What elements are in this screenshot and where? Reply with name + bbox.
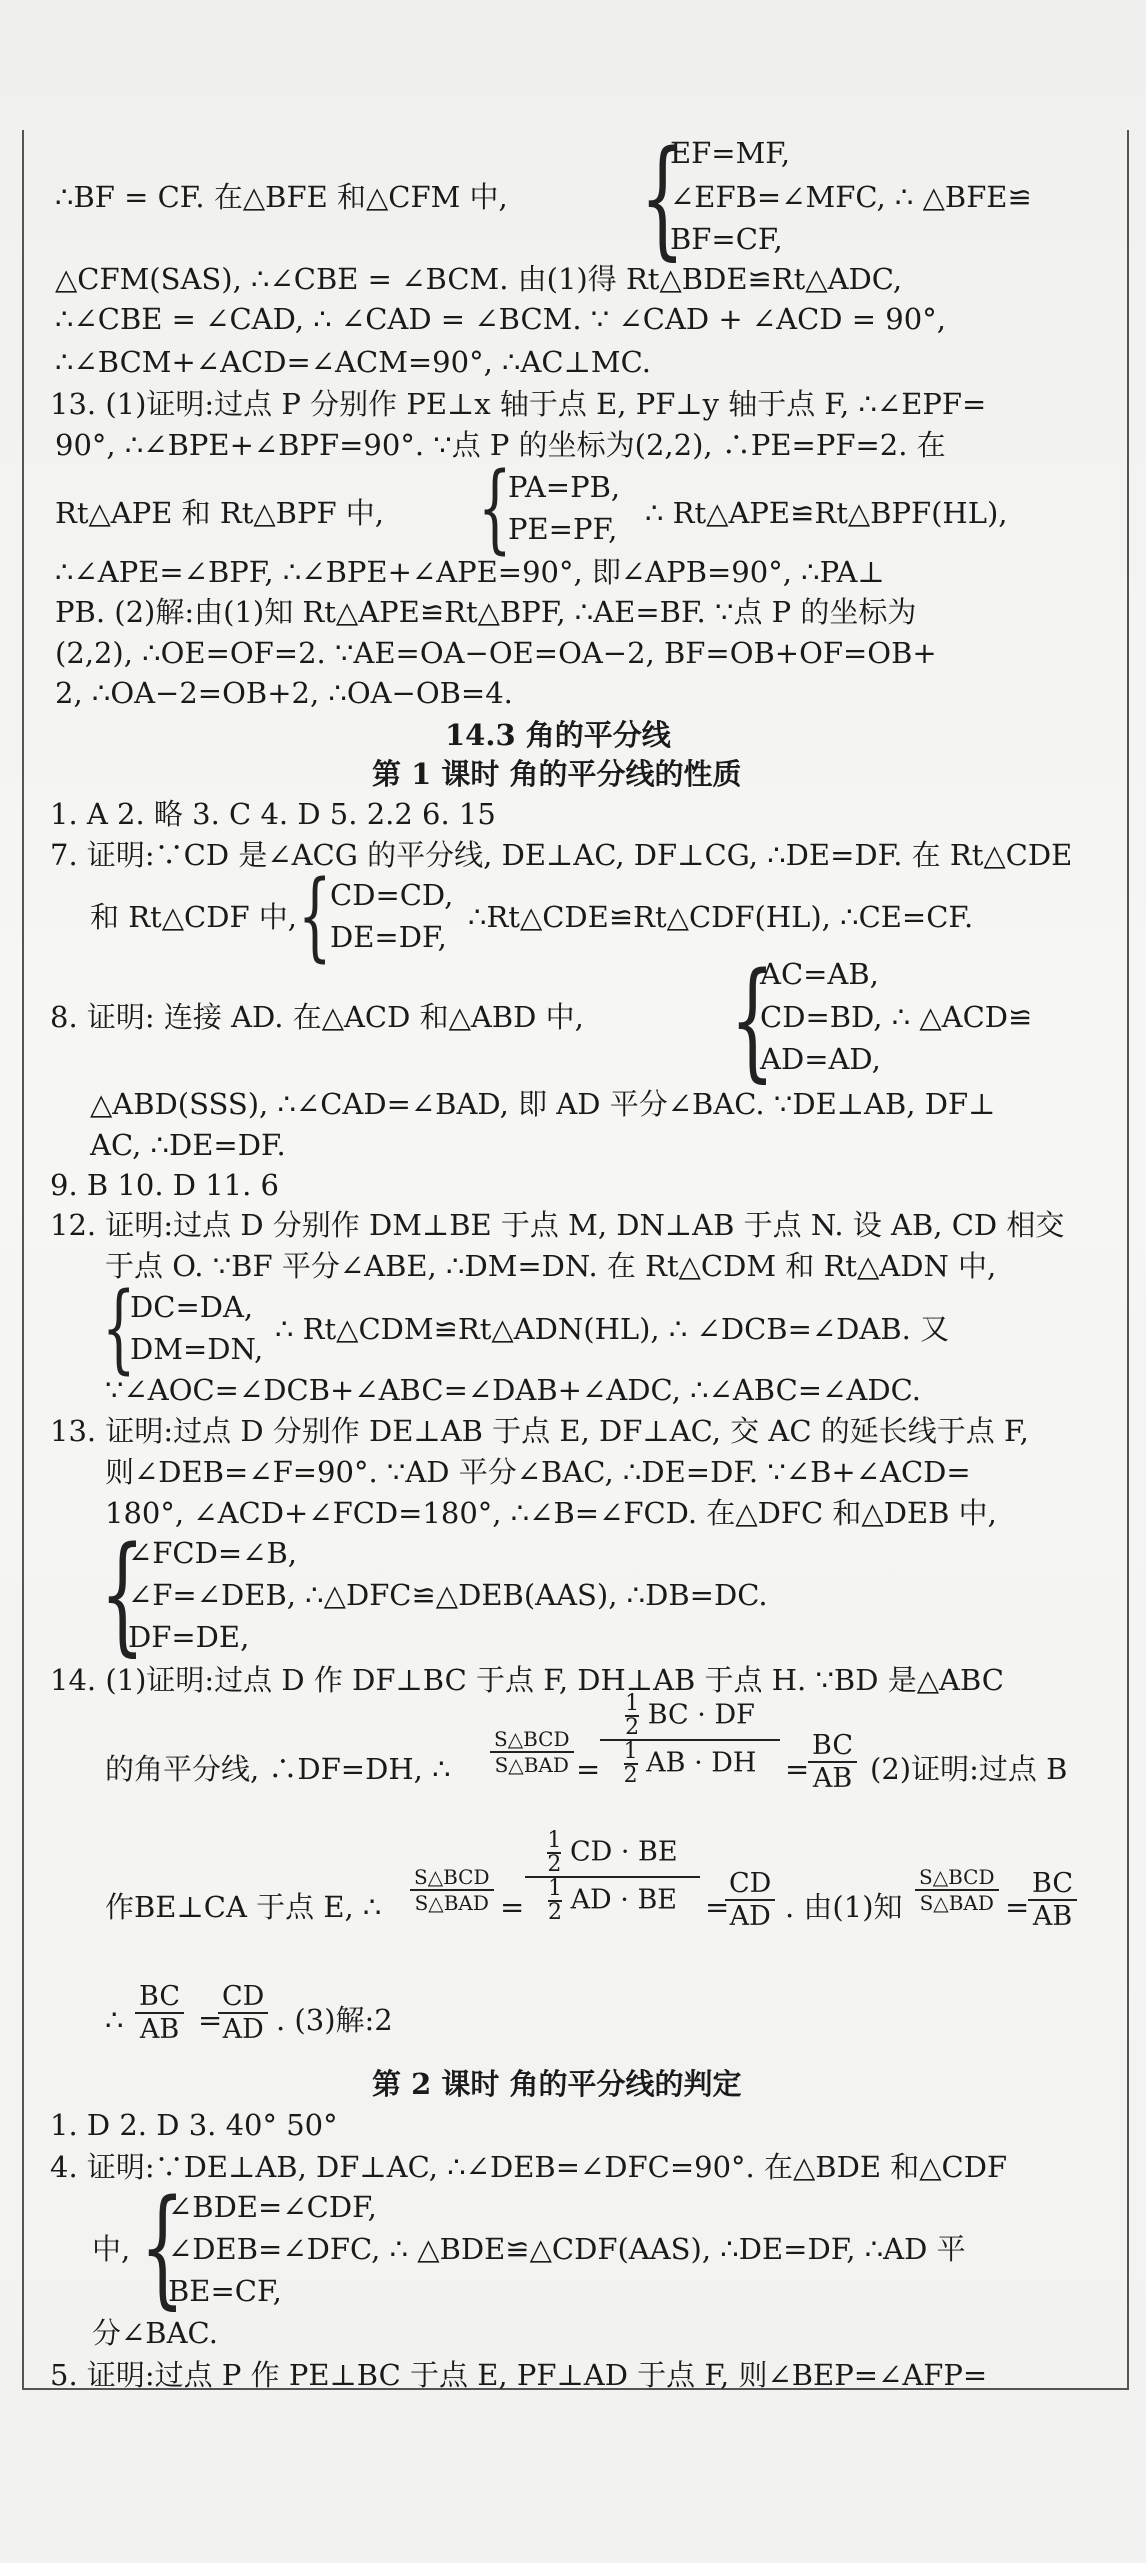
- text-line: ∠F=∠DEB, ∴△DFC≌△DEB(AAS), ∴DB=DC.: [128, 1578, 768, 1612]
- brace: {: [140, 2173, 185, 2322]
- lesson-heading: 第 1 课时 角的平分线的性质: [372, 757, 742, 791]
- text-line: 分∠BAC.: [92, 2316, 218, 2350]
- numerator: BC: [808, 1730, 857, 1763]
- text-line: ∠BDE=∠CDF,: [168, 2190, 377, 2224]
- text-line: 1. D 2. D 3. 40° 50°: [50, 2108, 338, 2142]
- term: BC · DF: [647, 1699, 755, 1731]
- half-den: 2: [547, 1900, 562, 1925]
- text-line: AC=AB,: [760, 957, 879, 991]
- text-line: 9. B 10. D 11. 6: [50, 1168, 280, 1202]
- text-line: DE=DF,: [330, 920, 447, 954]
- left-border: [22, 130, 24, 2390]
- text-line: ∠FCD=∠B,: [128, 1536, 297, 1570]
- text-line: (2,2), ∴OE=OF=2. ∵AE=OA−OE=OA−2, BF=OB+OF=OB+: [55, 636, 937, 670]
- numerator: CD: [218, 1981, 268, 2014]
- text-line: 和 Rt△CDF 中,: [90, 900, 298, 934]
- equals-sign: =: [705, 1890, 730, 1924]
- term: AD · BE: [570, 1884, 678, 1916]
- half-num: 1: [625, 1691, 640, 1716]
- ratio: [1028, 1868, 1077, 1932]
- term: CD · BE: [569, 1836, 678, 1868]
- denominator: S△BAD: [414, 1891, 489, 1915]
- text-line: ∴∠CBE = ∠CAD, ∴ ∠CAD = ∠BCM. ∵ ∠CAD + ∠ACD = 90°,: [55, 302, 946, 336]
- ratio: [135, 1981, 184, 2045]
- lesson-heading: 第 2 课时 角的平分线的判定: [372, 2067, 742, 2101]
- half-num: 1: [547, 1828, 562, 1853]
- denominator: AD: [729, 1901, 771, 1932]
- half-den: 2: [547, 1852, 562, 1877]
- text-line: AC, ∴DE=DF.: [90, 1128, 286, 1162]
- denominator: AD: [222, 2014, 264, 2045]
- text-line: CD=BD, ∴ △ACD≌: [760, 1000, 1033, 1034]
- brace: {: [478, 452, 512, 564]
- text-line: DC=DA,: [130, 1290, 254, 1324]
- text-line: CD=CD,: [330, 878, 454, 912]
- area-ratio: [490, 1727, 574, 1777]
- equals-sign: =: [1005, 1890, 1030, 1924]
- right-border: [1127, 130, 1129, 2390]
- text-line: ∴ Rt△CDM≌Rt△ADN(HL), ∴ ∠DCB=∠DAB. 又: [275, 1312, 950, 1346]
- text-line: 5. 证明:过点 P 作 PE⊥BC 于点 E, PF⊥AD 于点 F, 则∠BEP=∠AFP=: [50, 2358, 988, 2392]
- numerator: [525, 1830, 700, 1878]
- area-ratio: [410, 1865, 494, 1915]
- text-line: ∠EFB=∠MFC, ∴ △BFE≌: [670, 180, 1032, 214]
- text-line: DM=DN,: [130, 1332, 264, 1366]
- half-num: 1: [547, 1876, 562, 1901]
- text-line: BF=CF,: [670, 222, 783, 256]
- denominator: AB: [812, 1763, 853, 1794]
- text-line: ∠DEB=∠DFC, ∴ △BDE≌△CDF(AAS), ∴DE=DF, ∴AD 平: [168, 2232, 966, 2266]
- text-line: 13. (1)证明:过点 P 分别作 PE⊥x 轴于点 E, PF⊥y 轴于点 F, ∴∠EPF=: [50, 387, 987, 421]
- text-line: BE=CF,: [168, 2274, 282, 2308]
- text-line: 中,: [92, 2232, 131, 2266]
- numerator: BC: [135, 1981, 184, 2014]
- text-line: 4. 证明:∵DE⊥AB, DF⊥AC, ∴∠DEB=∠DFC=90°. 在△BDE 和△CDF: [50, 2150, 1008, 2184]
- text-line: 1. A 2. 略 3. C 4. D 5. 2.2 6. 15: [50, 797, 496, 831]
- area-ratio: [915, 1865, 999, 1915]
- text-line: PA=PB,: [508, 470, 621, 504]
- ratio: [218, 1981, 268, 2045]
- text-line: △ABD(SSS), ∴∠CAD=∠BAD, 即 AD 平分∠BAC. ∵DE⊥AB, DF⊥: [90, 1087, 996, 1121]
- equals-sign: =: [576, 1752, 601, 1786]
- text-line: 14. (1)证明:过点 D 作 DF⊥BC 于点 F, DH⊥AB 于点 H. ∵BD 是△ABC: [50, 1663, 1004, 1697]
- text-line: ∴BF = CF. 在△BFE 和△CFM 中,: [55, 180, 508, 214]
- half-den: 2: [623, 1763, 638, 1788]
- denominator: S△BAD: [919, 1891, 994, 1915]
- denominator: [600, 1741, 780, 1787]
- equals-sign: =: [198, 2003, 223, 2037]
- text-line: Rt△APE 和 Rt△BPF 中,: [55, 496, 385, 530]
- numerator: CD: [725, 1868, 775, 1901]
- text-line: . (3)解:2: [276, 2003, 393, 2037]
- text-line: 7. 证明:∵CD 是∠ACG 的平分线, DE⊥AC, DF⊥CG, ∴DE=DF. 在 Rt△CDE: [50, 838, 1073, 872]
- ratio: [808, 1730, 857, 1794]
- ratio: [725, 1868, 775, 1932]
- brace: {: [100, 1520, 145, 1669]
- denominator: [525, 1878, 700, 1924]
- equals-sign: =: [785, 1752, 810, 1786]
- text-line: ∴Rt△CDE≌Rt△CDF(HL), ∴CE=CF.: [468, 900, 974, 934]
- numerator: BC: [1028, 1868, 1077, 1901]
- text-line: 的角平分线, ∴DF=DH, ∴: [105, 1752, 451, 1786]
- half-den: 2: [625, 1715, 640, 1740]
- text-line: (2)证明:过点 B: [870, 1752, 1068, 1786]
- text-line: 90°, ∴∠BPE+∠BPF=90°. ∵点 P 的坐标为(2,2), ∴PE=PF=2. 在: [55, 428, 946, 462]
- denominator: AB: [1032, 1901, 1073, 1932]
- text-line: 于点 O. ∵BF 平分∠ABE, ∴DM=DN. 在 Rt△CDM 和 Rt△ADN 中,: [105, 1249, 997, 1283]
- brace: {: [730, 946, 775, 1095]
- text-line: DF=DE,: [128, 1620, 250, 1654]
- denominator: S△BAD: [494, 1753, 569, 1777]
- numerator: S△BCD: [490, 1727, 574, 1753]
- text-line: PE=PF,: [508, 512, 618, 546]
- text-line: EF=MF,: [670, 136, 791, 170]
- text-line: 12. 证明:过点 D 分别作 DM⊥BE 于点 M, DN⊥AB 于点 N. 设 AB, CD 相交: [50, 1208, 1065, 1242]
- text-line: △CFM(SAS), ∴∠CBE = ∠BCM. 由(1)得 Rt△BDE≌Rt△ADC,: [55, 262, 903, 296]
- text-line: ∴ Rt△APE≌Rt△BPF(HL),: [645, 496, 1008, 530]
- denominator: AB: [139, 2014, 180, 2045]
- compound-fraction: [600, 1693, 780, 1787]
- text-line: 2, ∴OA−2=OB+2, ∴OA−OB=4.: [55, 676, 513, 710]
- brace: {: [102, 1272, 136, 1384]
- text-line: 13. 证明:过点 D 分别作 DE⊥AB 于点 E, DF⊥AC, 交 AC 的延长线于点 F,: [50, 1414, 1029, 1448]
- text-line: PB. (2)解:由(1)知 Rt△APE≌Rt△BPF, ∴AE=BF. ∵点 P 的坐标为: [55, 595, 917, 629]
- term: AB · DH: [646, 1747, 757, 1779]
- numerator: S△BCD: [915, 1865, 999, 1891]
- text-line: 180°, ∠ACD+∠FCD=180°, ∴∠B=∠FCD. 在△DFC 和△DEB 中,: [105, 1496, 997, 1530]
- text-line: ∴∠BCM+∠ACD=∠ACM=90°, ∴AC⊥MC.: [55, 345, 651, 379]
- brace: {: [298, 860, 332, 972]
- text-line: ∴∠APE=∠BPF, ∴∠BPE+∠APE=90°, 即∠APB=90°, ∴PA⊥: [55, 555, 885, 589]
- section-heading: 14.3 角的平分线: [445, 718, 671, 752]
- numerator: S△BCD: [410, 1865, 494, 1891]
- compound-fraction: [525, 1830, 700, 1924]
- text-line: 作BE⊥CA 于点 E, ∴: [105, 1890, 382, 1924]
- text-line: 则∠DEB=∠F=90°. ∵AD 平分∠BAC, ∴DE=DF. ∵∠B+∠ACD=: [105, 1455, 971, 1489]
- text-line: 8. 证明: 连接 AD. 在△ACD 和△ABD 中,: [50, 1000, 584, 1034]
- text-line: ∵∠AOC=∠DCB+∠ABC=∠DAB+∠ADC, ∴∠ABC=∠ADC.: [105, 1373, 921, 1407]
- half-num: 1: [623, 1739, 638, 1764]
- brace: {: [640, 124, 685, 273]
- text-line: . 由(1)知: [785, 1890, 903, 1924]
- therefore-sign: ∴: [105, 2003, 124, 2037]
- text-line: AD=AD,: [760, 1042, 881, 1076]
- equals-sign: =: [500, 1890, 525, 1924]
- numerator: [600, 1693, 780, 1741]
